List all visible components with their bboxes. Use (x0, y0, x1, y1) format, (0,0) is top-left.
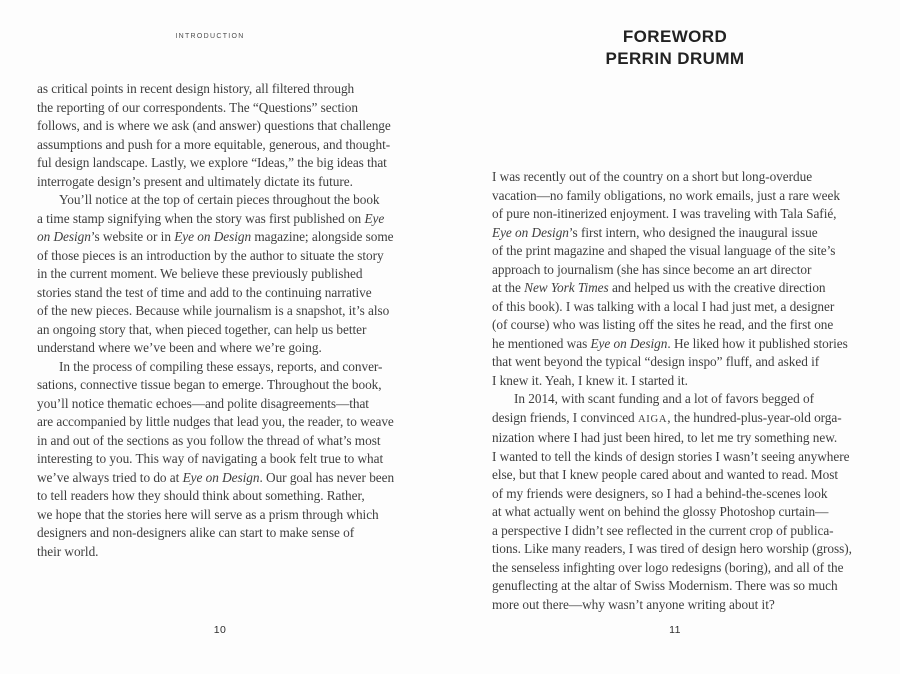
text-run: in the current moment. We believe these previously published (37, 266, 363, 281)
text-run: nization where I had just been hired, to let me try something new. (492, 430, 838, 445)
text-line (37, 469, 431, 488)
text-line (37, 247, 431, 266)
text-line (492, 224, 874, 243)
text-run: design friends, I convinced (492, 409, 638, 425)
text-run: (of course) who was listing off the sites he read, and the first one (492, 317, 834, 332)
text-run: of the print magazine and shaped the visual language of the site’s (492, 243, 836, 258)
text-line (37, 265, 431, 284)
text-run: as critical points in recent design history, all filtered through (37, 81, 355, 96)
text-run: tions. Like many readers, I was tired of design hero worship (gross), (492, 541, 852, 556)
text-line (492, 335, 874, 354)
text-run: of my friends were designers, so I had a behind-the-scenes look (492, 485, 828, 501)
page-number-right: 11 (669, 624, 681, 636)
right-page (450, 0, 900, 674)
text-line (492, 448, 874, 467)
text-run: we hope that the stories here will serve as a prism through which (37, 506, 379, 522)
text-run: you’ll notice thematic echoes—and polite disagreements—that (37, 395, 369, 411)
text-run: sations, connective tissue began to emerge. Throughout the book, (37, 377, 382, 392)
text-line (492, 559, 874, 578)
text-run: magazine; alongside some (251, 229, 394, 244)
text-run: interrogate design’s present and ultimately dictate its future. (37, 173, 353, 189)
text-line (492, 372, 874, 391)
text-run: an ongoing story that, when pieced together, can help us better (37, 321, 367, 337)
text-run: their world. (37, 543, 99, 559)
text-run: assumptions and push for a more equitable, generous, and thought- (37, 136, 391, 152)
text-run: ’s first intern, who designed the inaugural issue (568, 224, 818, 240)
chapter-heading (450, 26, 900, 70)
text-run: a perspective I didn’t see reflected in the current crop of publica- (492, 522, 834, 538)
text-run: of this book). I was talking with a local I had just met, a designer (492, 298, 835, 314)
text-run: of those pieces is an introduction by the author to situate the story (37, 247, 384, 263)
text-line (492, 298, 874, 317)
text-line (37, 413, 431, 432)
text-run: else, but that I knew people cared about and wanted to read. Most (492, 467, 839, 482)
text-run: follows, and is where we ask (and answer) questions that challenge (37, 118, 391, 133)
text-line (37, 80, 431, 99)
text-run: ful design landscape. Lastly, we explore “Ideas,” the big ideas that (37, 155, 387, 170)
text-run: designers and non-designers alike can start to make sense of (37, 525, 355, 540)
page-number-left: 10 (213, 624, 227, 636)
right-page-body (492, 168, 874, 614)
text-run: a time stamp signifying when the story was first published on (37, 210, 365, 226)
text-run: the senseless infighting over logo redesigns (boring), and all of the (492, 559, 844, 575)
text-line (37, 136, 431, 155)
text-run: at the (492, 280, 525, 295)
text-run: ’s website or in (90, 229, 175, 244)
text-run: Eye on Design (182, 469, 260, 485)
running-header: INTRODUCTION (175, 33, 245, 40)
text-line (492, 503, 874, 522)
text-line (37, 339, 431, 358)
text-run: stories stand the test of time and add to the continuing narrative (37, 284, 372, 300)
text-run: Eye on Design (174, 229, 252, 244)
text-line (37, 395, 431, 414)
text-line (492, 429, 874, 448)
text-run: I wanted to tell the kinds of design stories I wasn’t seeing anywhere (492, 448, 850, 464)
text-line (492, 540, 874, 559)
text-run: he mentioned was (492, 335, 591, 351)
text-run: Eye on Design (590, 335, 668, 351)
text-line (37, 487, 431, 506)
text-line (492, 353, 874, 372)
text-run: understand where we’ve been and where we’re going. (37, 340, 322, 355)
text-line (37, 154, 431, 173)
text-line (37, 506, 431, 525)
text-line (492, 168, 874, 187)
text-line (37, 173, 431, 192)
text-run: In the process of compiling these essays, reports, and conver- (59, 358, 383, 374)
left-page-body (37, 80, 431, 561)
text-line (492, 577, 874, 596)
text-line (492, 279, 874, 298)
text-line (492, 242, 874, 261)
text-line (492, 409, 874, 430)
text-line (492, 522, 874, 541)
text-run: Eye on Design (492, 224, 569, 240)
text-run: of pure non-itinerized enjoyment. I was traveling with Tala Safié, (492, 206, 837, 221)
text-run: on Design (37, 229, 91, 244)
text-line (37, 302, 431, 321)
text-run: in and out of the sections as you follow the thread of what’s most (37, 432, 381, 448)
text-line (492, 390, 874, 409)
text-run: that went beyond the typical “design inspo” fluff, and asked if (492, 354, 820, 369)
text-run: Eye (364, 210, 385, 226)
text-run: to tell readers how they should think about something. Rather, (37, 488, 365, 503)
chapter-author: PERRIN DRUMM (605, 49, 745, 68)
text-line (37, 543, 431, 562)
text-line (37, 358, 431, 377)
text-run: at what actually went on behind the glossy Photoshop curtain— (492, 504, 829, 519)
text-run: AIGA (637, 413, 668, 425)
text-line (37, 450, 431, 469)
text-line (37, 99, 431, 118)
text-line (37, 376, 431, 395)
text-run: I knew it. Yeah, I knew it. I started it. (492, 372, 688, 388)
text-line (492, 187, 874, 206)
text-run: . He liked how it published stories (667, 335, 848, 351)
text-run: . Our goal has never been (259, 469, 395, 485)
text-line (492, 316, 874, 335)
text-line (37, 210, 431, 229)
text-line (37, 117, 431, 136)
text-run: You’ll notice at the top of certain pieces throughout the book (59, 192, 380, 207)
text-run: we’ve always tried to do at (37, 469, 183, 485)
text-line (37, 321, 431, 340)
text-run: are accompanied by little nudges that lead you, the reader, to weave (37, 414, 394, 429)
text-line (37, 191, 431, 210)
text-line (37, 284, 431, 303)
text-run: and helped us with the creative direction (608, 280, 826, 295)
text-run: interesting to you. This way of navigating a book felt true to what (37, 451, 384, 466)
text-run: , the hundred-plus-year-old orga- (667, 409, 842, 425)
text-run: of the new pieces. Because while journalism is a snapshot, it’s also (37, 303, 390, 318)
text-line (37, 228, 431, 247)
text-run: In 2014, with scant funding and a lot of favors begged of (514, 391, 814, 406)
text-line (492, 205, 874, 224)
text-run: the reporting of our correspondents. The “Questions” section (37, 99, 358, 115)
text-line (37, 432, 431, 451)
text-line (492, 466, 874, 485)
text-line (492, 261, 874, 280)
text-run: I was recently out of the country on a short but long-overdue (492, 169, 813, 184)
text-line (492, 596, 874, 615)
text-run: approach to journalism (she has since become an art director (492, 261, 812, 277)
chapter-title: FOREWORD (622, 27, 728, 46)
text-run: New York Times (524, 280, 609, 295)
text-line (37, 524, 431, 543)
text-line (492, 485, 874, 504)
text-run: vacation—no family obligations, no work emails, just a rare week (492, 187, 840, 203)
text-run: more out there—why wasn’t anyone writing about it? (492, 596, 775, 612)
text-run: genuflecting at the altar of Swiss Modernism. There was so much (492, 578, 838, 593)
